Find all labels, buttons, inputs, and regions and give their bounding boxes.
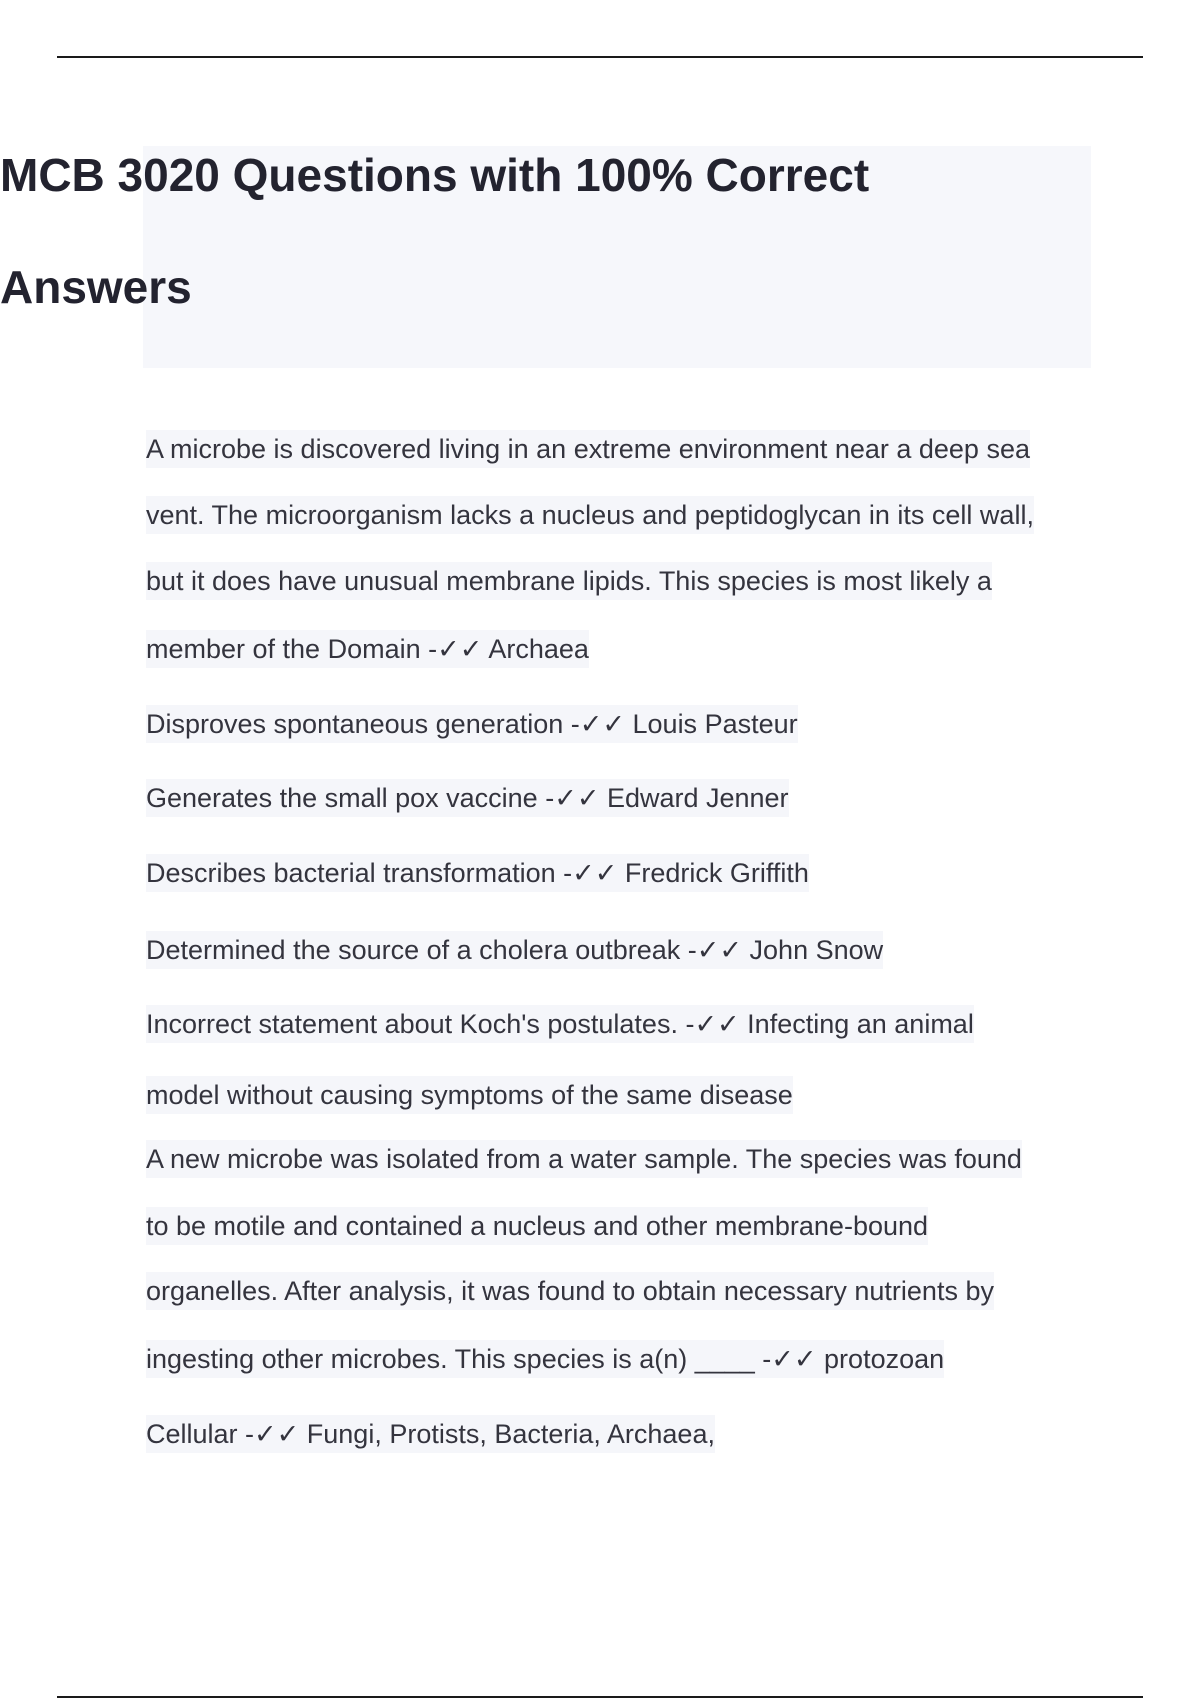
text-line (146, 1273, 994, 1309)
text-line (146, 563, 992, 599)
line-text: member of the Domain -✓✓ Archaea (146, 630, 589, 668)
line-text: Generates the small pox vaccine -✓✓ Edward Jenner (146, 779, 789, 817)
line-text: Cellular -✓✓ Fungi, Protists, Bacteria, Archaea, (146, 1415, 715, 1453)
text-line (146, 1341, 944, 1377)
text-line (146, 1077, 793, 1113)
text-line (146, 1208, 928, 1244)
top-rule (57, 56, 1143, 58)
text-line (146, 431, 1030, 467)
line-text: ingesting other microbes. This species is a(n) ____ -✓✓ protozoan (146, 1340, 944, 1378)
text-line (146, 932, 883, 968)
text-line (146, 1416, 715, 1452)
line-text: to be motile and contained a nucleus and other membrane-bound (146, 1207, 928, 1245)
line-text: but it does have unusual membrane lipids. This species is most likely a (146, 562, 992, 600)
line-text: organelles. After analysis, it was found to obtain necessary nutrients by (146, 1272, 994, 1310)
text-line (146, 1141, 1022, 1177)
text-line (146, 780, 789, 816)
text-line (146, 706, 798, 742)
line-text: Disproves spontaneous generation -✓✓ Louis Pasteur (146, 705, 798, 743)
line-text: A new microbe was isolated from a water sample. The species was found (146, 1140, 1022, 1178)
text-line (146, 497, 1034, 533)
line-text: Describes bacterial transformation -✓✓ Fredrick Griffith (146, 854, 809, 892)
text-line (146, 1006, 974, 1042)
page-title-line-2: Answers (0, 261, 192, 313)
text-line (146, 631, 589, 667)
line-text: model without causing symptoms of the same disease (146, 1076, 793, 1114)
line-text: A microbe is discovered living in an extreme environment near a deep sea (146, 430, 1030, 468)
line-text: Incorrect statement about Koch's postulates. -✓✓ Infecting an animal (146, 1005, 974, 1043)
line-text: Determined the source of a cholera outbreak -✓✓ John Snow (146, 931, 883, 969)
line-text: vent. The microorganism lacks a nucleus and peptidoglycan in its cell wall, (146, 496, 1034, 534)
bottom-rule (57, 1696, 1143, 1698)
page-title-line-1: MCB 3020 Questions with 100% Correct (0, 149, 870, 201)
text-line (146, 855, 809, 891)
